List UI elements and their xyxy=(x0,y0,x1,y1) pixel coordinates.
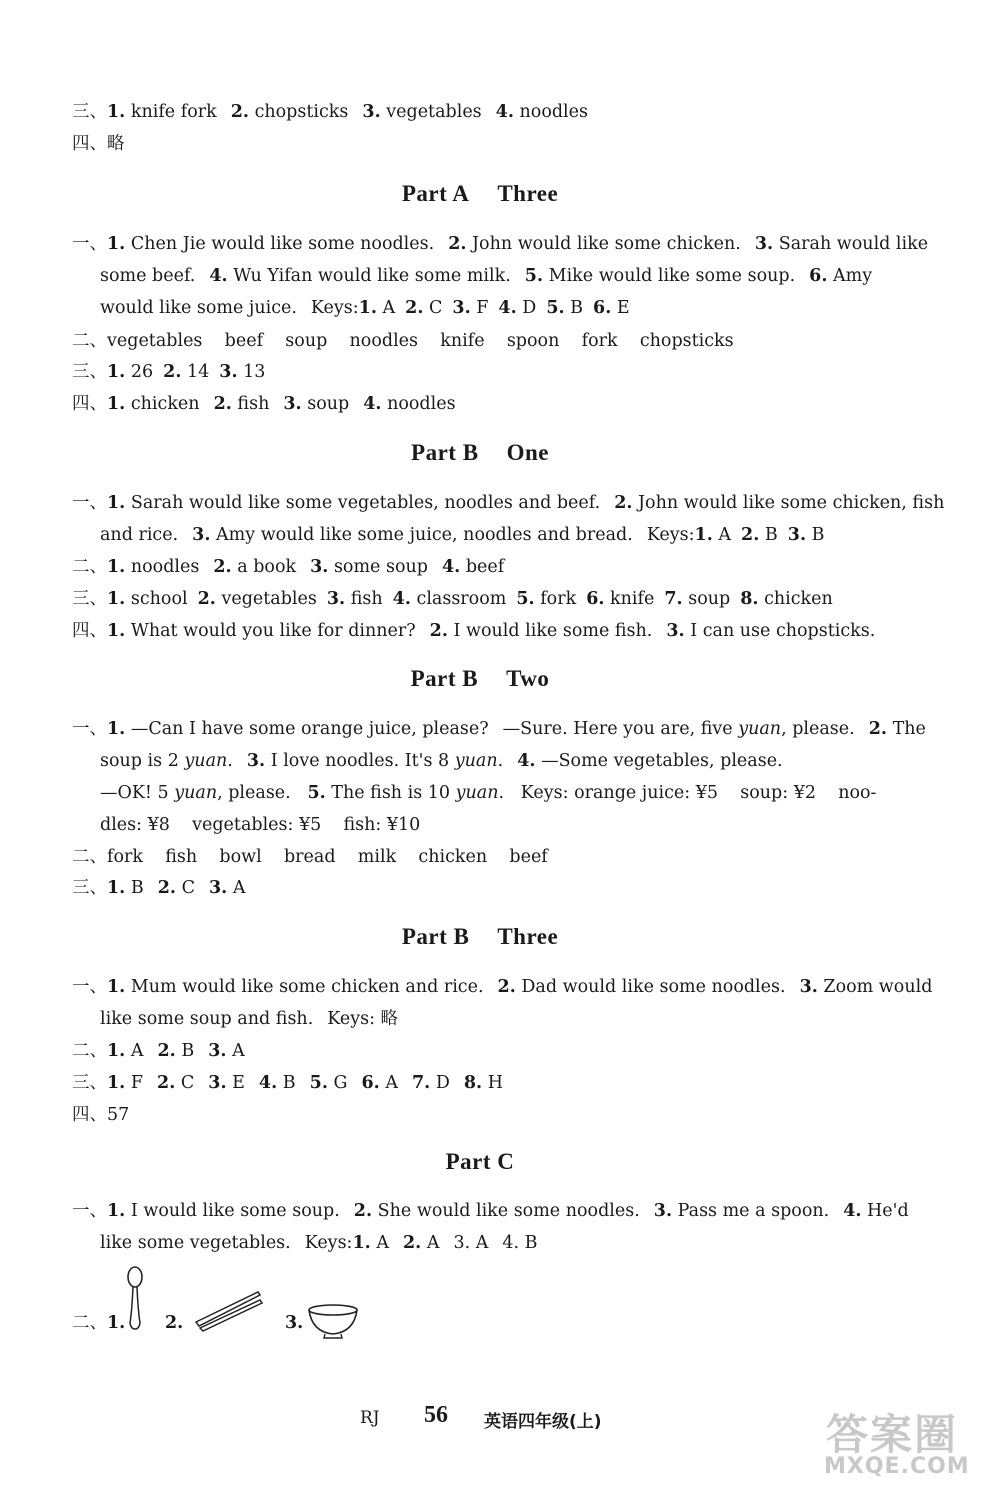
partB2-san: 三、1. B 2. C 3. A xyxy=(72,878,246,898)
heading-part-b-three: Part B Three xyxy=(401,924,559,949)
partC-er-n3: 3. xyxy=(285,1313,304,1333)
partB1-yi-line2: and rice. 3. Amy would like some juice, noodles and bread. Keys:1. A 2. B 3. B xyxy=(100,525,825,545)
partB2-yi-line4: dles: ¥8 vegetables: ¥5 fish: ¥10 xyxy=(100,815,421,835)
partC-er-n2: 2. xyxy=(165,1313,184,1333)
book-title: 英语四年级(上) xyxy=(484,1412,602,1432)
partA3-san: 三、1. 26 2. 14 3. 13 xyxy=(72,362,266,382)
bowl-icon xyxy=(306,1302,360,1340)
partC-er-label: 二、1. xyxy=(72,1313,126,1333)
partB3-yi-line2: like some soup and fish. Keys: 略 xyxy=(100,1009,399,1029)
spoon-icon xyxy=(122,1265,148,1333)
heading-part-b-two: Part B Two xyxy=(410,666,550,691)
partA3-er: 二、vegetables beef soup noodles knife spoon fork chopsticks xyxy=(72,331,734,351)
partB1-si: 四、1. What would you like for dinner? 2. I would like some fish. 3. I can use chopsticks. xyxy=(72,621,876,641)
edition-code: RJ xyxy=(360,1408,380,1428)
partB1-san: 三、1. school 2. vegetables 3. fish 4. classroom 5. fork 6. knife 7. soup 8. chicken xyxy=(72,589,833,609)
partB1-er: 二、1. noodles 2. a book 3. some soup 4. beef xyxy=(72,557,505,577)
partC-yi-line2: like some vegetables. Keys:1. A 2. A 3. A 4. B xyxy=(100,1233,538,1253)
heading-part-c: Part C xyxy=(445,1149,515,1174)
partC-yi-line1: 一、1. I would like some soup. 2. She would like some noodles. 3. Pass me a spoon. 4. He'd xyxy=(72,1201,909,1221)
partB2-yi-line2: soup is 2 yuan. 3. I love noodles. It's 8 yuan. 4. —Some vegetables, please. xyxy=(100,751,783,771)
partB3-yi-line1: 一、1. Mum would like some chicken and rice. 2. Dad would like some noodles. 3. Zoom would xyxy=(72,977,933,997)
page-number: 56 xyxy=(424,1402,448,1428)
chopsticks-icon xyxy=(192,1288,264,1332)
partB2-yi-line3: —OK! 5 yuan, please. 5. The fish is 10 yuan. Keys: orange juice: ¥5 soup: ¥2 noo- xyxy=(100,783,877,803)
partA3-yi-line3: would like some juice. Keys:1. A 2. C 3. F 4. D 5. B 6. E xyxy=(100,298,630,318)
partB3-er: 二、1. A 2. B 3. A xyxy=(72,1041,245,1061)
heading-part-a-three: Part A Three xyxy=(401,181,559,206)
partB3-san: 三、1. F 2. C 3. E 4. B 5. G 6. A 7. D 8. H xyxy=(72,1073,503,1093)
heading-part-b-one: Part B One xyxy=(411,440,549,465)
top-answer-san: 三、1. knife fork 2. chopsticks 3. vegetables 4. noodles xyxy=(72,102,588,122)
watermark-logo: 答案圈 MXQE.COM xyxy=(824,1410,970,1479)
partA3-yi-line1: 一、1. Chen Jie would like some noodles. 2. John would like some chicken. 3. Sarah would like xyxy=(72,234,929,254)
partB2-yi-line1: 一、1. —Can I have some orange juice, please? —Sure. Here you are, five yuan, please. 2. The xyxy=(72,719,926,739)
partB3-si: 四、57 xyxy=(72,1105,130,1125)
partB1-yi-line1: 一、1. Sarah would like some vegetables, noodles and beef. 2. John would like some chicken, fish xyxy=(72,493,945,513)
partB2-er: 二、fork fish bowl bread milk chicken beef xyxy=(72,847,548,867)
top-answer-si: 四、略 xyxy=(72,134,125,154)
partA3-yi-line2: some beef. 4. Wu Yifan would like some milk. 5. Mike would like some soup. 6. Amy xyxy=(100,266,873,286)
partA3-si: 四、1. chicken 2. fish 3. soup 4. noodles xyxy=(72,394,456,414)
